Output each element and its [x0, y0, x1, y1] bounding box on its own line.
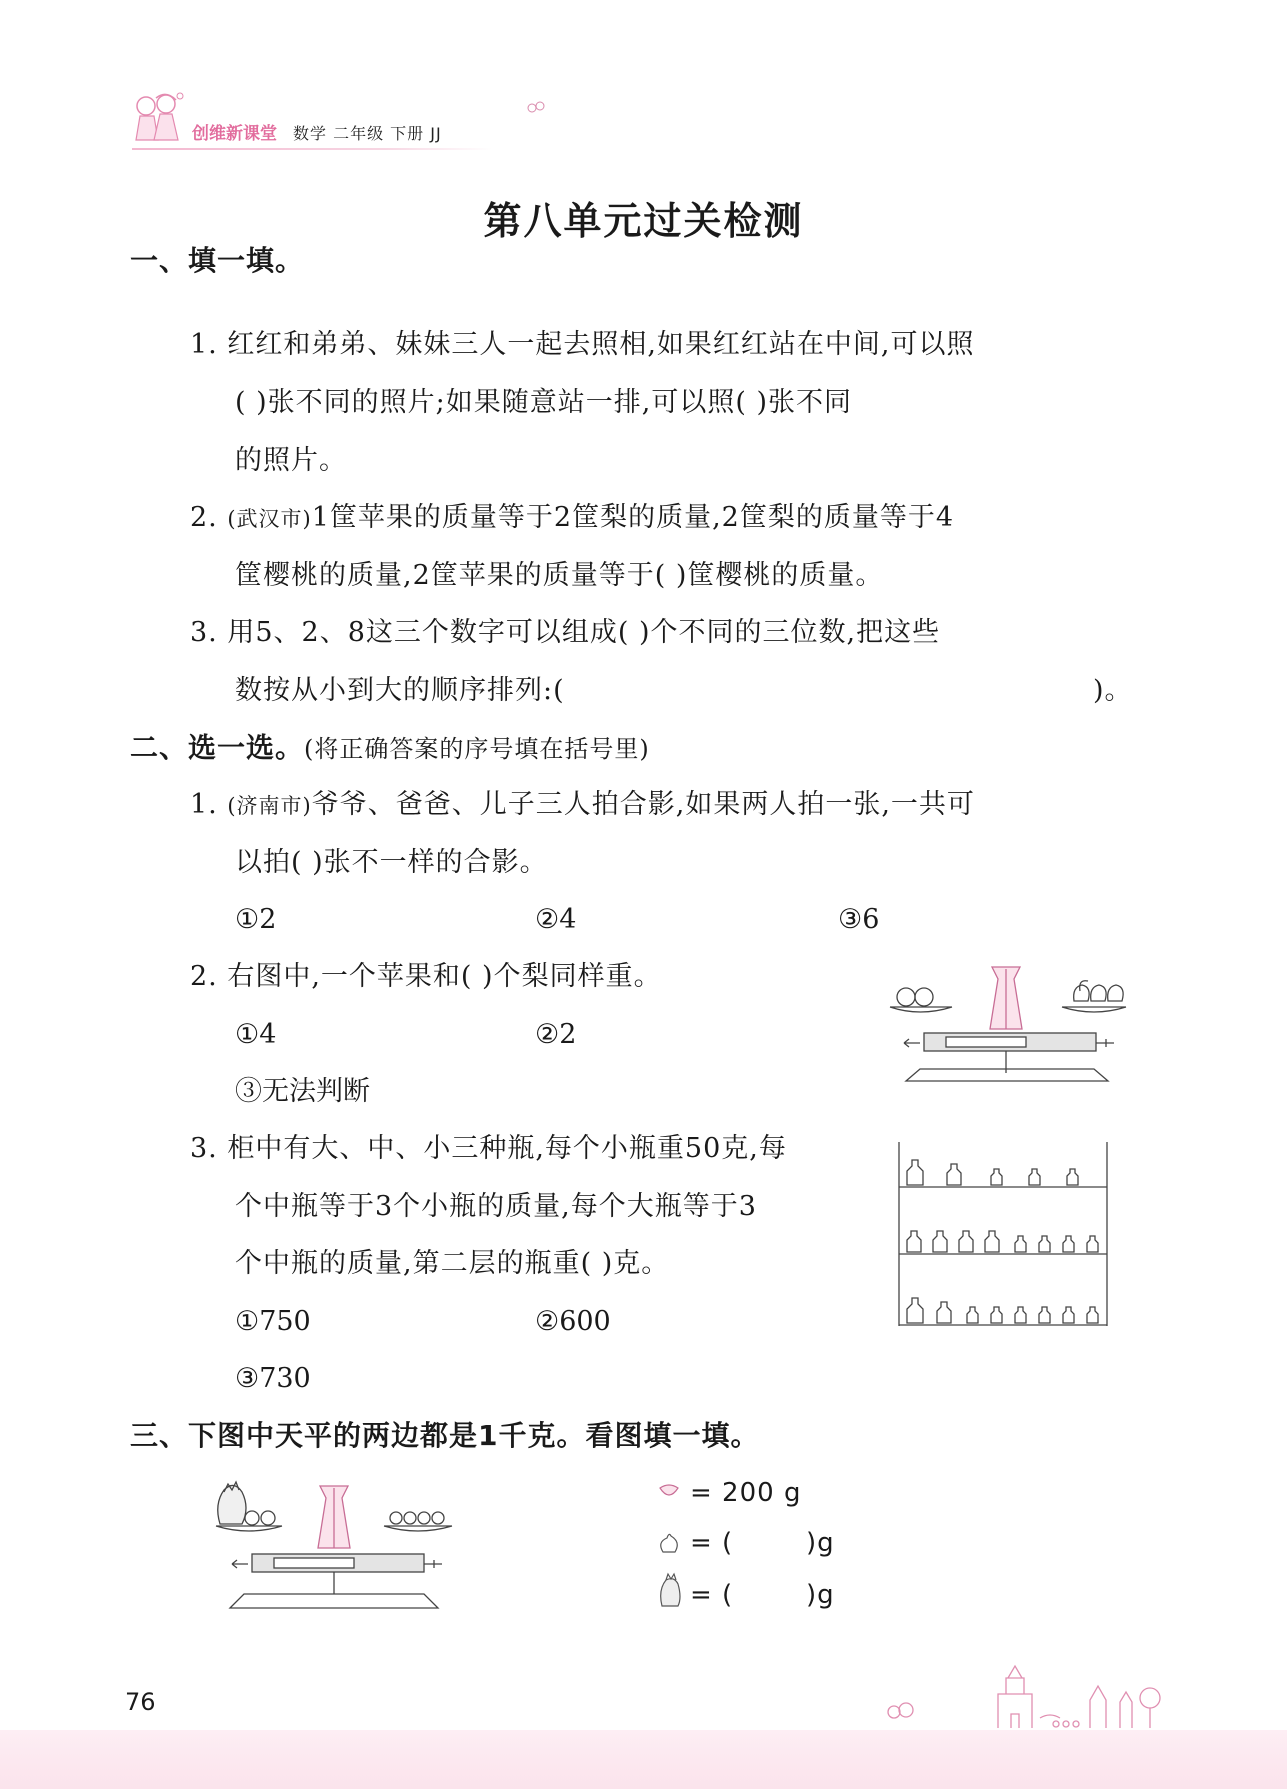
- s2-q1-line1-text: 爷爷、爸爸、儿子三人拍合影,如果两人拍一张,一共可: [311, 789, 975, 820]
- s3-pineapple-equation-start: = (: [690, 1580, 734, 1610]
- s1-q1-line1: 1. 红红和弟弟、妹妹三人一起去照相,如果红红站在中间,可以照: [190, 329, 975, 360]
- s1-q1-line2: ( )张不同的照片;如果随意站一排,可以照( )张不同: [235, 387, 852, 418]
- s1-q3-line2-end: )。: [1093, 675, 1133, 706]
- s2-q1-line1: [190, 790, 975, 821]
- s2-q1-option-3: ③6: [838, 904, 880, 935]
- s3-pineapple-equation-end: )g: [806, 1580, 835, 1610]
- s2-q1-line2: 以拍( )张不一样的合影。: [235, 847, 548, 878]
- s1-q2-line2: 筐樱桃的质量,2筐苹果的质量等于( )筐樱桃的质量。: [235, 560, 884, 591]
- right-pan: [1062, 1007, 1126, 1012]
- s1-q2-number: 2.: [190, 502, 228, 533]
- s1-q3-line1: 3. 用5、2、8这三个数字可以组成( )个不同的三位数,把这些: [190, 617, 941, 648]
- apple-icon: [658, 1482, 680, 1500]
- balance-pineapple-figure: [212, 1478, 462, 1618]
- mascot-children-icon: [128, 90, 188, 150]
- s1-q1-line3: 的照片。: [235, 445, 347, 476]
- section-3-title: 三、下图中天平的两边都是1千克。看图填一填。: [130, 1419, 760, 1452]
- s2-q1-option-1: ①2: [235, 904, 277, 935]
- pineapple-icon: [658, 1572, 682, 1608]
- page-title: 第八单元过关检测: [483, 199, 804, 243]
- s2-q3-line3: 个中瓶的质量,第二层的瓶重( )克。: [235, 1248, 670, 1279]
- section-2-heading: [130, 733, 650, 764]
- flower-decoration-icon: [526, 100, 548, 116]
- header-divider: [132, 148, 492, 150]
- s2-q2-line1: 2. 右图中,一个苹果和( )个梨同样重。: [190, 961, 662, 992]
- s2-q2-option-1: ①4: [235, 1019, 277, 1050]
- s2-q3-line2: 个中瓶等于3个小瓶的质量,每个大瓶等于3: [235, 1191, 757, 1222]
- s2-q3-option-3: ③730: [235, 1363, 311, 1394]
- s2-q1-option-2: ②4: [535, 904, 577, 935]
- balance-apple-pear-figure: [884, 965, 1134, 1095]
- section-2-note: (将正确答案的序号填在括号里): [304, 735, 650, 763]
- s1-q2-line1-text: 1筐苹果的质量等于2筐梨的质量,2筐梨的质量等于4: [311, 502, 955, 533]
- section-3-heading: [130, 1421, 760, 1452]
- s1-q3-line2: 数按从小到大的顺序排列:(: [235, 675, 565, 706]
- s2-q3-line1: 3. 柜中有大、中、小三种瓶,每个小瓶重50克,每: [190, 1133, 787, 1164]
- s2-q2-option-3: ③无法判断: [235, 1076, 370, 1107]
- s2-q1-source-tag: (济南市): [227, 794, 312, 818]
- s2-q2-option-2: ②2: [535, 1019, 577, 1050]
- brand-name: 创维新课堂: [192, 124, 277, 144]
- section-2-title: 二、选一选。: [130, 731, 305, 764]
- footer-band: [0, 1730, 1287, 1789]
- s3-pear-equation-end: )g: [806, 1528, 835, 1558]
- s2-q3-option-2: ②600: [535, 1306, 611, 1337]
- left-pan: [890, 1007, 952, 1012]
- book-subject: 数学 二年级 下册 JJ: [293, 124, 442, 143]
- s3-pear-equation-start: = (: [690, 1528, 734, 1558]
- s1-q2-line1: [190, 503, 954, 534]
- s2-q1-number: 1.: [190, 789, 228, 820]
- castle-scene-decoration-icon: [880, 1640, 1170, 1730]
- s2-q3-option-1: ①750: [235, 1306, 311, 1337]
- header: [128, 90, 442, 150]
- s1-q2-source-tag: (武汉市): [227, 507, 312, 531]
- pear-icon: [658, 1530, 680, 1554]
- page-number: 76: [125, 1688, 156, 1716]
- section-1-heading: 一、填一填。: [130, 244, 305, 277]
- s3-apple-equation: = 200 g: [690, 1478, 802, 1508]
- bottle-cabinet-figure: [895, 1140, 1115, 1330]
